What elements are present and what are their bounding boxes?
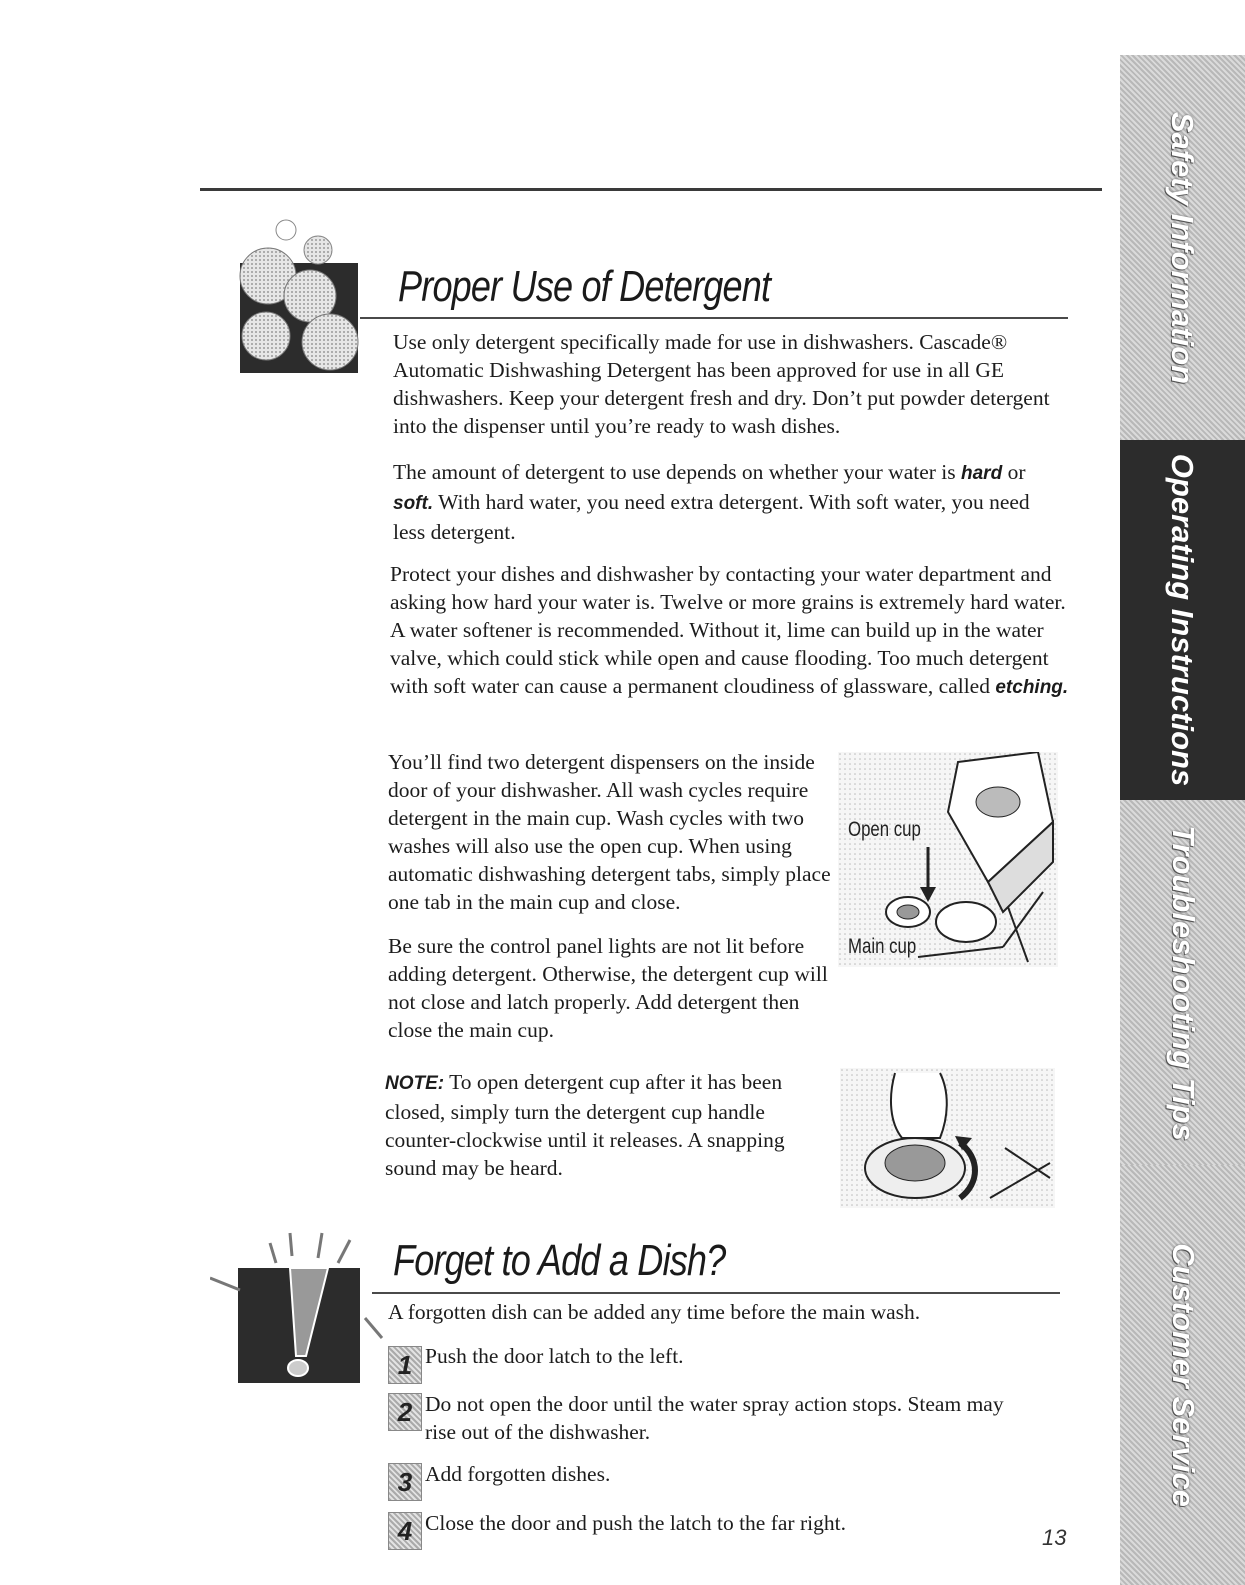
title-rule [360, 317, 1068, 319]
exclamation-alert-icon [210, 1228, 385, 1386]
paragraph-water-hardness [393, 458, 1043, 546]
page-number: 13 [1042, 1525, 1067, 1550]
detergent-bubbles-icon [238, 218, 368, 376]
turning-cup-illustration [840, 1068, 1055, 1208]
tab-label: Safety Information [1165, 111, 1201, 384]
text: The amount of detergent to use depends on whether your water is [393, 460, 956, 484]
step-2-text: Do not open the door until the water spray action stops. Steam may rise out of the dishwasher. [425, 1392, 1004, 1444]
tab-customer-service[interactable] [1120, 1165, 1245, 1585]
section-title-forgot: Forget to Add a Dish? [393, 1236, 726, 1285]
paragraph-forgot-intro: A forgotten dish can be added any time before the main wash. [388, 1300, 921, 1324]
term-etching: etching. [995, 677, 1069, 698]
paragraph-dispensers: You’ll find two detergent dispensers on the inside door of your dishwasher. All wash cycles require detergent in the main cup. Wash cycles with two washes will also use the open cup. When using automatic dishwashing detergent tabs, simply place one tab in the main cup and close. [388, 750, 831, 914]
paragraph-note [385, 1068, 815, 1182]
section-title-detergent: Proper Use of Detergent [398, 262, 771, 311]
paragraph-control-panel: Be sure the control panel lights are not lit before adding detergent. Otherwise, the detergent cup will not close and latch properly. Add detergent then close the main cup. [388, 934, 828, 1042]
tab-troubleshooting-tips[interactable] [1120, 800, 1245, 1165]
top-rule [200, 188, 1102, 191]
label-open-cup: Open cup [848, 818, 921, 841]
paragraph-protect-dishes [390, 560, 1070, 702]
text: or [1002, 460, 1026, 484]
text: To open detergent cup after it has been closed, simply turn the detergent cup handle counter-clockwise until it releases. A snapping sound may be heard. [385, 1070, 785, 1180]
text: Protect your dishes and dishwasher by contacting your water department and asking how hard your water is. Twelve or more grains is extremely hard water. A water softener is recommended. Without it, lime can build up in the water valve, which could stick while open and cause flooding. Too much detergent with soft water can cause a permanent cloudiness of glassware, called [390, 562, 1066, 698]
step-1-text: Push the door latch to the left. [425, 1344, 684, 1368]
note-label: NOTE: [385, 1073, 445, 1094]
paragraph-detergent-type: Use only detergent specifically made for use in dishwashers. Cascade® Automatic Dishwashing Detergent has been approved for use in all GE dishwashers. Keep your detergent fresh and dry. Don’t put powder detergent into the dispenser until you’re ready to wash dishes. [393, 330, 1050, 438]
title-rule [372, 1292, 1060, 1294]
tab-label: Customer Service [1165, 1243, 1201, 1507]
step-2-icon: 2 [388, 1393, 422, 1431]
text: With hard water, you need extra detergent. With soft water, you need less detergent. [393, 490, 1030, 544]
tab-label: Operating Instructions [1165, 453, 1201, 787]
sidebar-tabs [1120, 55, 1245, 1585]
tab-operating-instructions[interactable] [1120, 440, 1245, 800]
label-main-cup: Main cup [848, 935, 917, 958]
tab-safety-information[interactable] [1120, 55, 1245, 440]
step-3-text: Add forgotten dishes. [425, 1462, 611, 1486]
step-4-icon: 4 [388, 1512, 422, 1550]
tab-label: Troubleshooting Tips [1165, 824, 1201, 1141]
step-3-icon: 3 [388, 1463, 422, 1501]
term-soft: soft. [393, 493, 434, 514]
step-4-text: Close the door and push the latch to the far right. [425, 1511, 846, 1535]
step-1-icon: 1 [388, 1346, 422, 1384]
term-hard: hard [961, 463, 1003, 484]
